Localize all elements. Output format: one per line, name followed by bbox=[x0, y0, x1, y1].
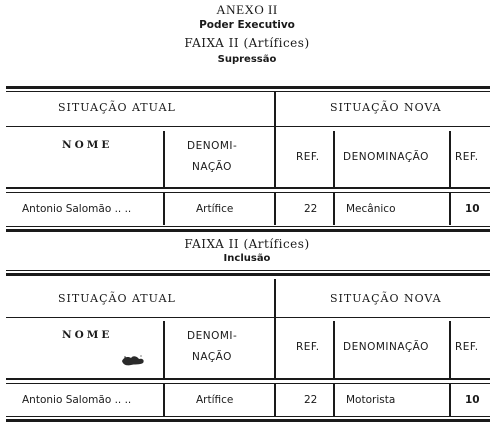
table-top-rule bbox=[6, 86, 490, 89]
ink-blot bbox=[120, 354, 146, 366]
col-divider bbox=[333, 321, 335, 378]
cell-denominacao-nova: Mecânico bbox=[346, 203, 396, 215]
group-divider bbox=[274, 92, 276, 126]
col-denominacao-atual-b: NAÇÃO bbox=[192, 161, 232, 173]
cell-nome: Antonio Salomão .. .. bbox=[22, 394, 132, 406]
annex-title: ANEXO II bbox=[216, 2, 278, 17]
section-title-supressao: Supressão bbox=[217, 54, 277, 65]
cell-ref-atual: 22 bbox=[304, 394, 318, 406]
row-divider bbox=[449, 384, 451, 416]
group-header-rule bbox=[6, 317, 490, 318]
col-ref-nova: REF. bbox=[455, 151, 479, 163]
row-divider bbox=[449, 193, 451, 225]
cell-ref-nova: 10 bbox=[465, 203, 480, 215]
table-bottom-rule-thin bbox=[6, 416, 490, 417]
col-ref-atual: REF. bbox=[296, 341, 320, 353]
col-divider bbox=[163, 131, 165, 187]
section-title-inclusao: Inclusão bbox=[223, 253, 271, 264]
row-divider bbox=[274, 384, 276, 416]
cell-denominacao-nova: Motorista bbox=[346, 394, 396, 406]
cell-denominacao-atual: Artífice bbox=[196, 203, 234, 215]
col-divider bbox=[449, 321, 451, 378]
col-denominacao-atual-a: DENOMI- bbox=[187, 330, 238, 342]
branch-title: Poder Executivo bbox=[199, 19, 295, 31]
col-denominacao-nova: DENOMINAÇÃO bbox=[343, 151, 429, 163]
row-divider bbox=[274, 193, 276, 225]
cell-ref-atual: 22 bbox=[304, 203, 318, 215]
table-bottom-rule-thin bbox=[6, 226, 490, 227]
row-divider bbox=[163, 193, 165, 225]
cell-ref-nova: 10 bbox=[465, 394, 480, 406]
header-situacao-nova: SITUAÇÃO NOVA bbox=[330, 292, 442, 305]
table-bottom-rule bbox=[6, 229, 490, 232]
band-title: FAIXA II (Artífices) bbox=[184, 36, 310, 50]
table-top-rule-thin bbox=[6, 270, 490, 271]
col-nome: NOME bbox=[62, 139, 113, 151]
row-divider bbox=[333, 384, 335, 416]
table-top-rule-thin bbox=[6, 91, 490, 92]
col-nome: NOME bbox=[62, 329, 113, 341]
col-divider bbox=[163, 321, 165, 378]
column-header-rule-thin bbox=[6, 383, 490, 384]
col-denominacao-nova: DENOMINAÇÃO bbox=[343, 341, 429, 353]
row-divider bbox=[333, 193, 335, 225]
column-header-rule bbox=[6, 378, 490, 380]
column-header-rule bbox=[6, 187, 490, 189]
row-divider bbox=[163, 384, 165, 416]
col-denominacao-atual-b: NAÇÃO bbox=[192, 351, 232, 363]
header-situacao-atual: SITUAÇÃO ATUAL bbox=[58, 101, 176, 114]
table-top-rule bbox=[6, 273, 490, 276]
cell-denominacao-atual: Artífice bbox=[196, 394, 234, 406]
col-divider bbox=[333, 131, 335, 187]
col-denominacao-atual-a: DENOMI- bbox=[187, 140, 238, 152]
col-ref-atual: REF. bbox=[296, 151, 320, 163]
header-situacao-nova: SITUAÇÃO NOVA bbox=[330, 101, 442, 114]
header-situacao-atual: SITUAÇÃO ATUAL bbox=[58, 292, 176, 305]
col-ref-nova: REF. bbox=[455, 341, 479, 353]
band-title-2: FAIXA II (Artífices) bbox=[184, 237, 310, 251]
col-divider bbox=[449, 131, 451, 187]
column-header-rule-thin bbox=[6, 192, 490, 193]
group-header-rule bbox=[6, 126, 490, 127]
group-divider bbox=[274, 279, 276, 317]
col-divider bbox=[274, 127, 276, 187]
col-divider bbox=[274, 318, 276, 378]
cell-nome: Antonio Salomão .. .. bbox=[22, 203, 132, 215]
